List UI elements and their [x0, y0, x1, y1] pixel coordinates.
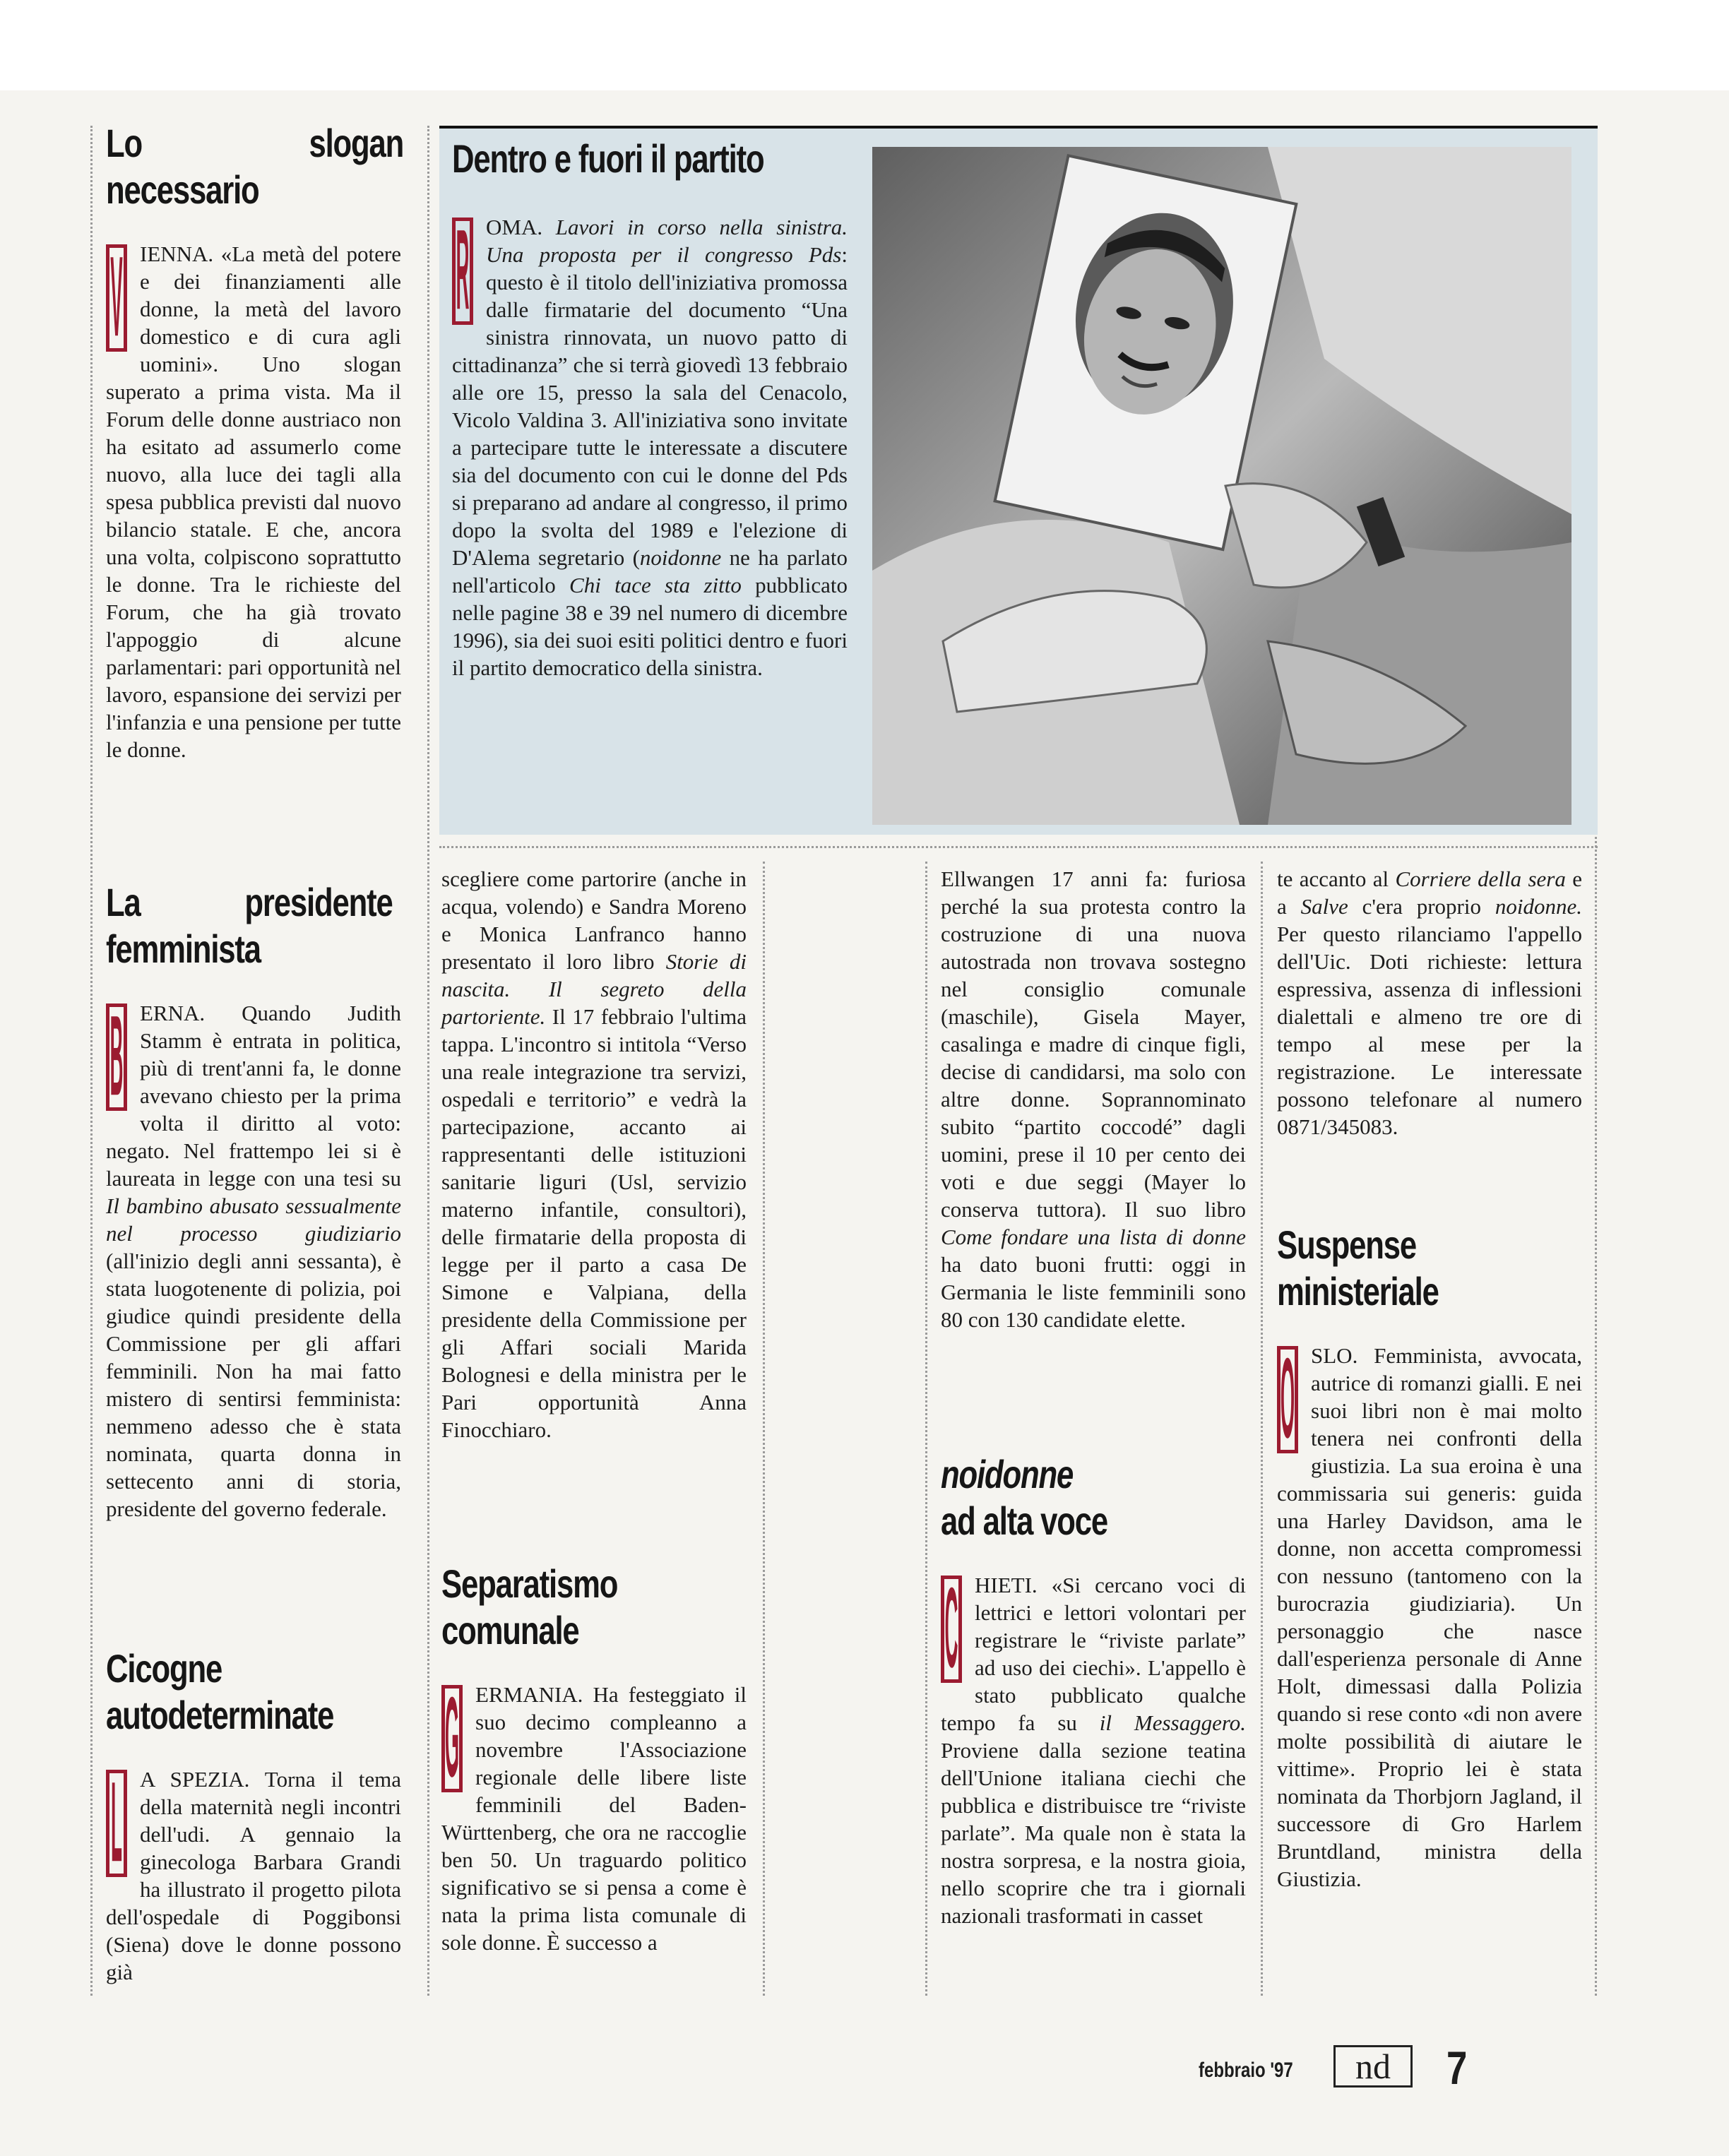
headline-rest: ad alta voce [941, 1499, 1108, 1543]
headline-presidente: La presidente femminista [106, 880, 393, 971]
logo-text: nd [1355, 2047, 1391, 2086]
italic-title: Corriere della sera [1395, 866, 1566, 891]
article-suspense [1277, 1222, 1582, 1893]
article-noidonne-continued [1277, 865, 1582, 1140]
photo-portrait-poster [872, 147, 1571, 825]
photo-illustration [872, 147, 1571, 825]
page-top-margin [0, 0, 1729, 90]
article-cicogne-continued [441, 865, 747, 1443]
article-body: c'era proprio [1348, 894, 1495, 919]
column-rule [1261, 862, 1263, 1996]
headline-slogan: Lo slogan necessario [106, 121, 404, 212]
article-body: Il 17 febbraio l'ultima tappa. L'incontro si intitola “Verso una reale integrazione tra servizi, ospedali e territorio” e vedrà la partecipazione, accanto ai rappresentanti delle istituzioni sanitarie liguri (Usl, servizio materno infantile, consultori), delle firmatarie della proposta di legge per il parto a casa De Simone e Valpiana, della presidente della Commissione per gli Affari sociali Marida Bolognesi e della ministra per le Pari opportunità Anna Finocchiaro. [441, 1004, 747, 1442]
italic-magazine: noidonne [639, 545, 722, 570]
drop-initial: C [941, 1576, 962, 1683]
headline-suspense: Suspense ministeriale [1277, 1222, 1439, 1314]
column-rule [925, 862, 927, 1996]
article-body: Quando Judith Stamm è entrata in politica, più di trent'anni fa, le donne avevano chiesto per la prima volta il diritto al voto: negato. Nel frattempo lei si è laureata in legge con una tesi su [106, 1001, 402, 1191]
article-body: : questo è il titolo dell'iniziativa promossa dalle firmatarie del documento “Una sinistra rinnovata, un nuovo patto di cittadinanza” che si terrà giovedì 13 febbraio alle ore 15, presso la sala del Cenacolo, Vicolo Valdina 3. All'iniziativa sono invitate a partecipare tutte le interessate a discutere sia del documento con cui le donne del Pds si preparano ad andare al congresso, il primo dopo la svolta del 1989 e l'elezione di D'Alema segretario ( [452, 242, 848, 570]
italic-title: Salve [1300, 894, 1348, 919]
italic-title: Come fondare una lista di donne [941, 1225, 1246, 1249]
dateline: HIETI. [975, 1573, 1038, 1597]
headline-noidonne [941, 1451, 1228, 1550]
dateline: ERMANIA. [475, 1682, 583, 1707]
article-body: ha dato buoni frutti: oggi in Germania le liste femminili sono 80 con 130 candidate elette. [941, 1252, 1246, 1332]
dateline: IENNA. [140, 242, 214, 266]
article-body: scegliere come partorire (anche in acqua, volendo) e Sandra Moreno e Monica Lanfranco hanno presentato il loro libro [441, 866, 747, 974]
section-rule [439, 846, 1598, 848]
drop-initial: L [106, 1770, 127, 1877]
article-body: Proviene dalla sezione teatina dell'Unione italiana ciechi che pubblica e distribuisce tre “riviste parlate”. Ma quale non è stata la nostra sorpresa, e la nostra gioia, nello scoprire che tra i giornali nazionali trasformati in casset [941, 1738, 1246, 1928]
article-presidente [106, 879, 401, 1523]
italic-title: Il bambino abusato sessualmente nel processo giudiziario [106, 1193, 401, 1246]
headline-separatismo: Separatismo comunale [441, 1561, 618, 1652]
article-body: Per questo rilanciamo l'appello dell'Uic. Doti richieste: lettura espressiva, assenza di inflessioni dialettali e almeno tre ore di tempo al mese per la registrazione. Le interessate possono telefonare al numero 0871/345083. [1277, 922, 1582, 1139]
italic-title: Storie di nascita. Il segreto della partoriente. [441, 949, 747, 1029]
dateline: ERNA. [140, 1001, 206, 1025]
column-rule [763, 862, 765, 1996]
article-separatismo [441, 1561, 747, 1956]
drop-initial: G [441, 1685, 463, 1792]
article-body: e a [1277, 866, 1582, 919]
headline-partito: Dentro e fuori il partito [452, 136, 764, 181]
magazine-logo [1333, 2045, 1413, 2087]
drop-initial: R [452, 218, 473, 325]
dateline: A SPEZIA. [140, 1767, 250, 1792]
article-body: Femminista, avvocata, autrice di romanzi gialli. E nei suoi libri non è mai molto tenera nei confronti della giustizia. La sua eroina è una commissaria sui generis: guida una Harley Davidson, ama le donne, non accetta compromessi con nessuno (tantomeno con la burocrazia giudiziaria). Un personaggio che nasce dall'esperienza personale di Anne Holt, dimessasi dalla Polizia quando si rese conto «di non avere molte possibilità di aiutare le vittime». Proprio lei è stata nominata da Thorbjorn Jagland, il successore di Gro Harlem Bruntdland, ministra della Giustizia. [1277, 1343, 1582, 1891]
dateline: SLO. [1311, 1343, 1358, 1368]
drop-initial: B [106, 1003, 127, 1111]
dateline: OMA. [486, 215, 543, 239]
article-partito [452, 136, 848, 681]
article-separatismo-continued [941, 865, 1246, 1333]
article-body: «La metà del potere e dei finanziamenti alle donne, la metà del lavoro domestico e di cura agli uomini». Uno slogan superato a prima vista. Ma il Forum delle donne austriaco non ha esitato ad assumerlo come nuovo, alla luce dei tagli alla spesa pubblica previsti dal nuovo bilancio statale. E che, ancora una volta, colpiscono soprattutto le donne. Tra le richieste del Forum, che ha già trovato l'appoggio di alcune parlamentari: pari opportunità nel lavoro, espansione dei servizi per l'infanzia e una pensione per tutte le donne. [106, 242, 401, 762]
article-body: pubblicato nelle pagine 38 e 39 nel numero di dicembre 1996), sia dei suoi esiti politici dentro e fuori il partito democratico della sinistra. [452, 573, 848, 680]
article-slogan [106, 120, 404, 763]
headline-italic: noidonne [941, 1452, 1074, 1496]
article-noidonne [941, 1451, 1246, 1929]
article-body: Ellwangen 17 anni fa: furiosa perché la sua protesta contro la costruzione di una nuova autostrada non trovava sostegno nel consiglio comunale (maschile), Gisela Mayer, casalinga e madre di cinque figli, decise di candidarsi, ma solo con altre donne. Soprannominato subito “partito coccodé” dagli uomini, prese il 10 per cento dei voti e due seggi (Mayer lo conserva tuttora). Il suo libro [941, 866, 1246, 1222]
page-number: 7 [1446, 2042, 1468, 2094]
column-rule [427, 126, 429, 1996]
article-body: «Si cercano voci di lettrici e lettori volontari per registrare le “riviste parlate” ad uso dei ciechi». L'appello è stato pubblicato qualche tempo fa su [941, 1573, 1247, 1735]
italic-title: Chi tace sta zitto [569, 573, 742, 597]
column-rule [90, 126, 93, 1996]
italic-magazine: noidonne. [1495, 894, 1582, 919]
article-body: Torna il tema della maternità negli incontri dell'udi. A gennaio la ginecologa Barbara Grandi ha illustrato il progetto pilota dell'ospedale di Poggibonsi (Siena) dove le donne possono già [106, 1767, 401, 1984]
article-body: Ha festeggiato il suo decimo compleanno a novembre l'Associazione regionale delle libere liste femminili del Baden-Württenberg, che ora ne raccoglie ben 50. Un traguardo politico significativo se si pensa a come è nata la prima lista comunale di sole donne. È successo a [441, 1682, 747, 1955]
drop-initial: V [106, 244, 127, 352]
italic-title: il Messaggero. [1099, 1710, 1246, 1735]
headline-cicogne: Cicogne autodeterminate [106, 1646, 334, 1737]
article-body: te accanto al [1277, 866, 1396, 891]
article-cicogne [106, 1645, 401, 1986]
drop-initial: O [1277, 1346, 1298, 1453]
article-body: ne ha parlato nell'articolo [452, 545, 848, 597]
article-body: (all'inizio degli anni sessanta), è stata luogotenente di polizia, poi giudice quindi presidente della Commissione per gli affari femminili. Non ha mai fatto mistero di sentirsi femminista: nemmeno adesso che è stata nominata, quarta donna in settecento anni di storia, presidente del governo federale. [106, 1249, 401, 1521]
italic-lead: Lavori in corso nella sinistra. Una proposta per il congresso Pds [486, 215, 848, 267]
footer-date: febbraio '97 [1199, 2059, 1293, 2082]
